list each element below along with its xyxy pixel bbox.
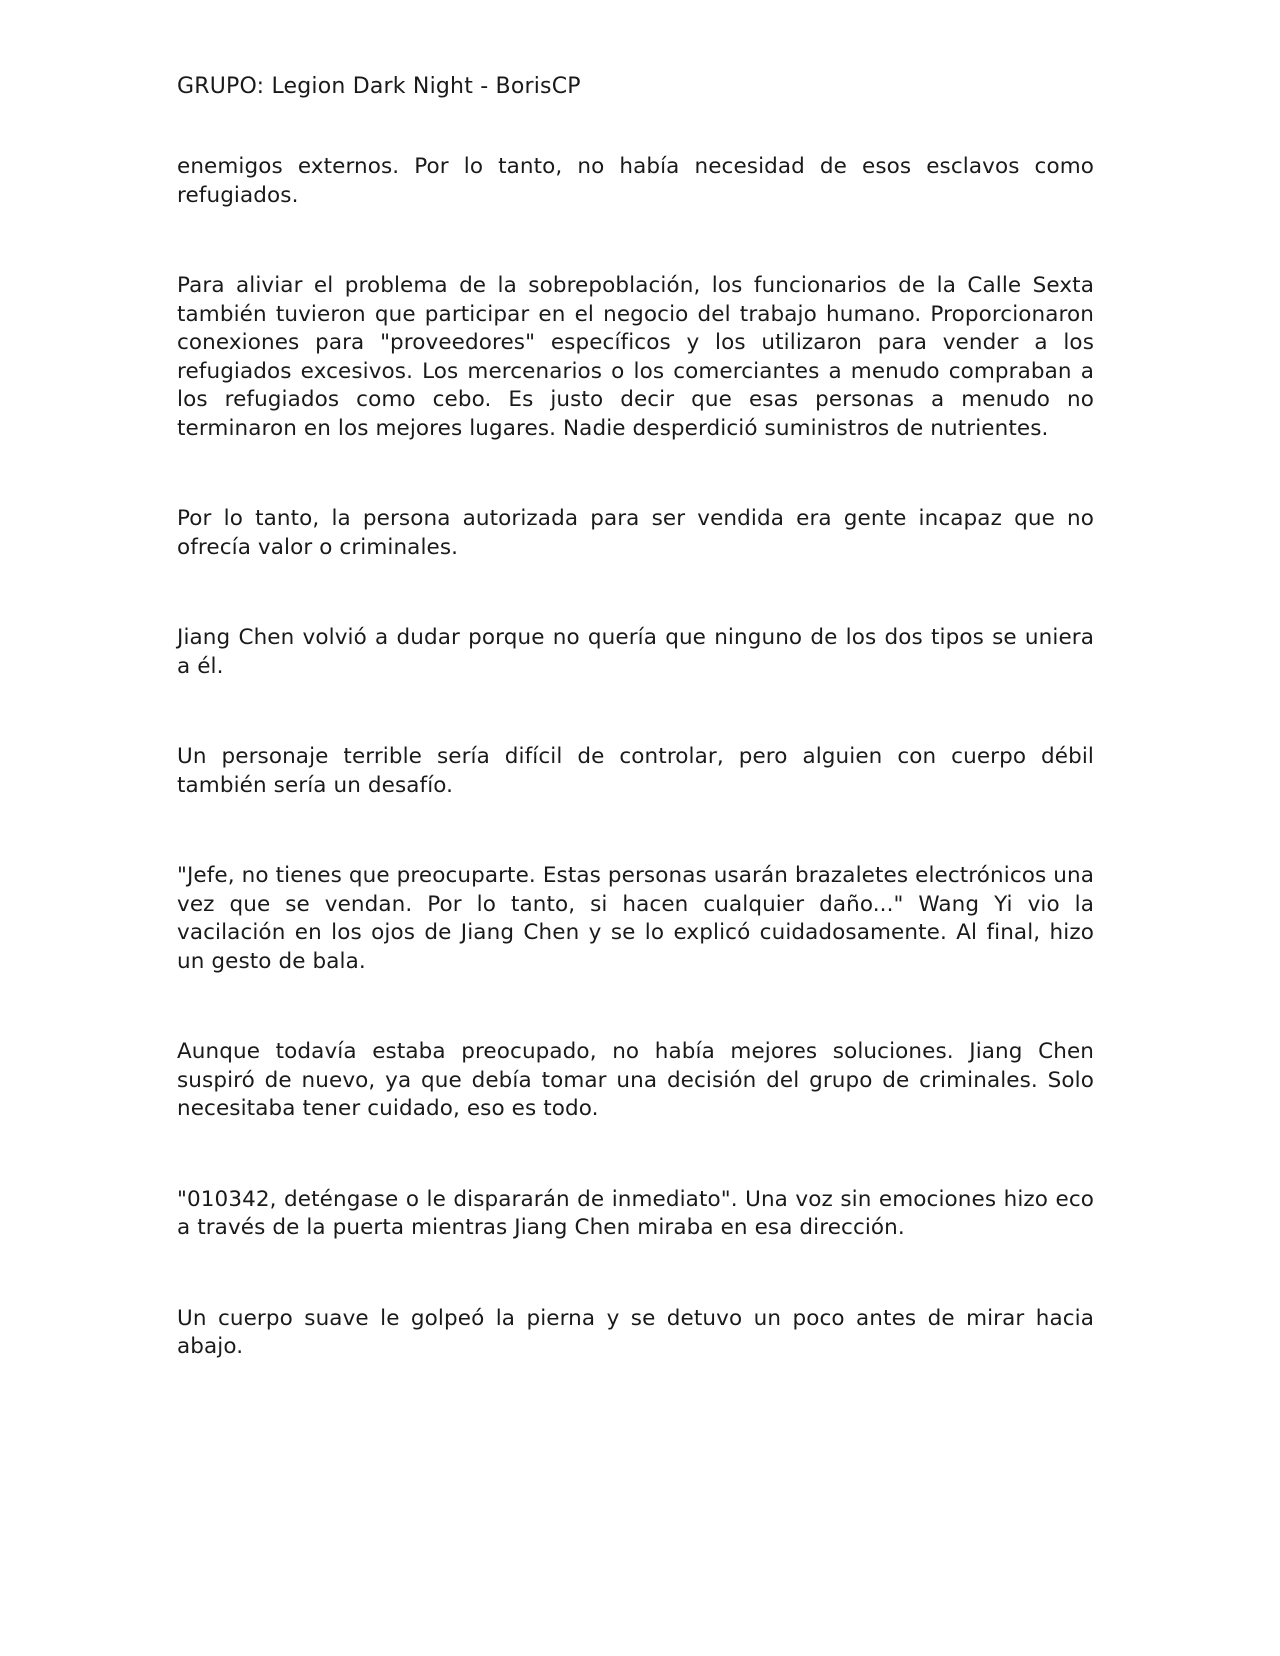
paragraph-4: Jiang Chen volvió a dudar porque no quería que ninguno de los dos tipos se uniera a él. [177, 625, 1094, 679]
paragraph-2: Para aliviar el problema de la sobrepoblación, los funcionarios de la Calle Sexta también tuvieron que participar en el negocio del trabajo humano. Proporcionaron conexiones para "proveedores" específicos y los utilizaron para vender a los refugiados excesivos. Los mercenarios o los comerciantes a menudo compraban a los refugiados como cebo. Es justo decir que esas personas a menudo no terminaron en los mejores lugares. Nadie desperdició suministros de nutrientes. [177, 273, 1094, 441]
paragraph-3: Por lo tanto, la persona autorizada para ser vendida era gente incapaz que no ofrecía valor o criminales. [177, 506, 1094, 560]
paragraph-1: enemigos externos. Por lo tanto, no había necesidad de esos esclavos como refugiados. [177, 154, 1094, 208]
paragraph-8: "010342, deténgase o le dispararán de inmediato". Una voz sin emociones hizo eco a través de la puerta mientras Jiang Chen miraba en esa dirección. [177, 1186, 1094, 1240]
paragraph-5: Un personaje terrible sería difícil de controlar, pero alguien con cuerpo débil también sería un desafío. [177, 744, 1094, 798]
paragraph-6: "Jefe, no tienes que preocuparte. Estas personas usarán brazaletes electrónicos una vez que se vendan. Por lo tanto, si hacen cualquier daño..." Wang Yi vio la vacilación en los ojos de Jiang Chen y se lo explicó cuidadosamente. Al final, hizo un gesto de bala. [177, 863, 1094, 974]
paragraph-7: Aunque todavía estaba preocupado, no había mejores soluciones. Jiang Chen suspiró de nuevo, ya que debía tomar una decisión del grupo de criminales. Solo necesitaba tener cuidado, eso es todo. [177, 1039, 1094, 1121]
document-body [177, 153, 1094, 1362]
page-header: GRUPO: Legion Dark Night - BorisCP [177, 74, 581, 99]
paragraph-9: Un cuerpo suave le golpeó la pierna y se detuvo un poco antes de mirar hacia abajo. [177, 1305, 1094, 1359]
